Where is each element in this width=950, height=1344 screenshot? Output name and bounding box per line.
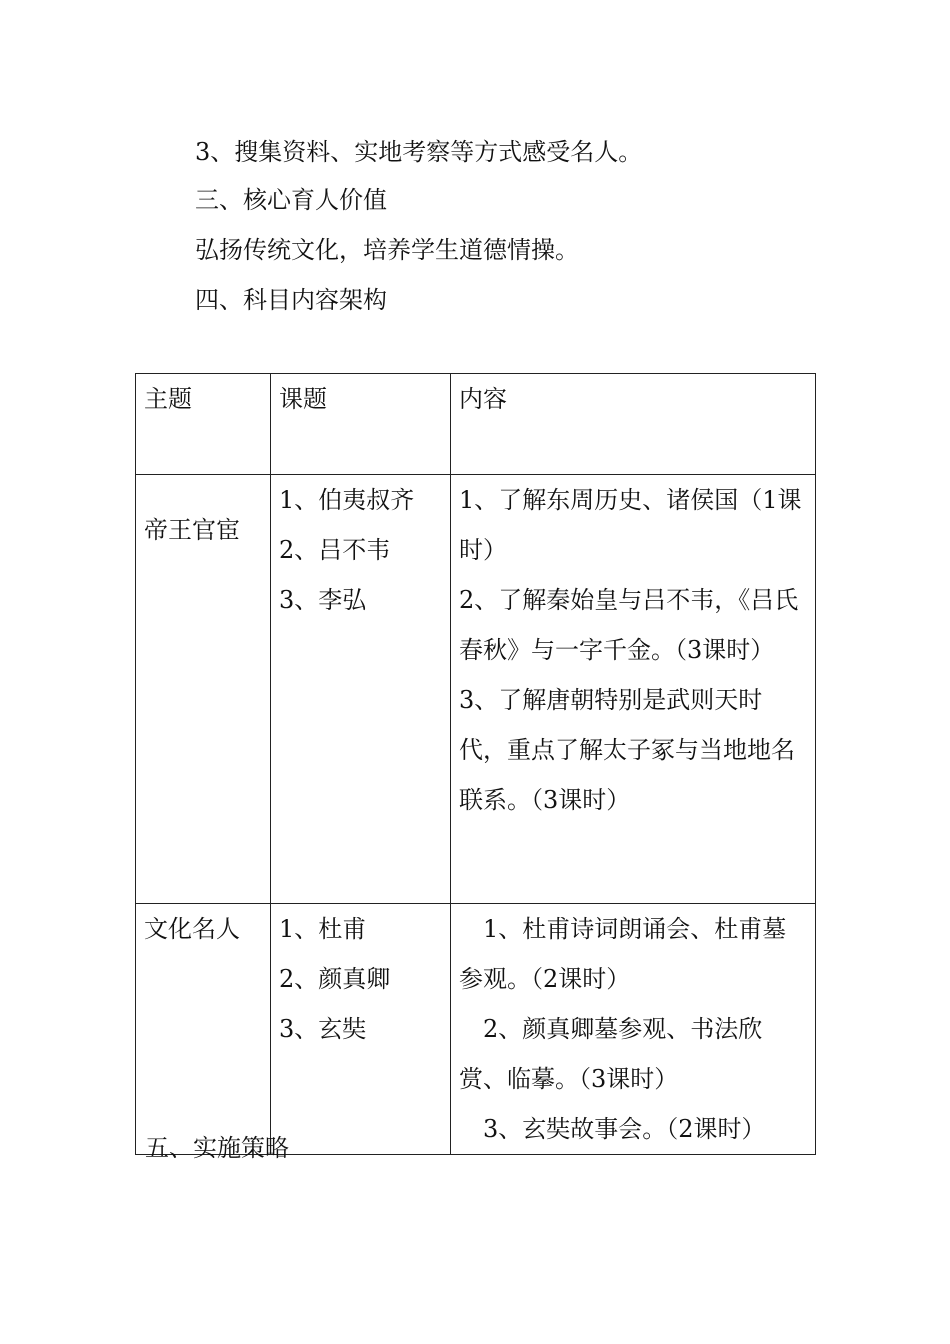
content-cell	[451, 475, 816, 904]
topic-cell	[271, 475, 451, 904]
content-item: 3、了解唐朝特别是武则天时代，重点了解太子冢与当地地名联系。（3课时）	[459, 686, 795, 814]
paragraph-method: 3、搜集资料、实地考察等方式感受名人。	[195, 138, 643, 166]
header-topic: 课题	[271, 374, 451, 475]
heading-core-value: 三、核心育人价值	[195, 186, 387, 214]
content-item: 2、颜真卿墓参观、书法欣赏、临摹。（3课时）	[459, 1015, 763, 1093]
table-row	[136, 904, 816, 1155]
heading-implementation-strategy: 五、实施策略	[145, 1134, 289, 1162]
header-theme: 主题	[136, 374, 271, 475]
content-framework-table	[135, 373, 816, 1155]
topic-item: 3、李弘	[279, 586, 367, 614]
content-cell	[451, 904, 816, 1155]
theme-cell: 文化名人	[136, 904, 271, 1155]
content-item: 2、了解秦始皇与吕不韦，《吕氏春秋》与一字千金。（3课时）	[459, 586, 799, 664]
topic-item: 3、玄奘	[279, 1015, 367, 1043]
content-item: 1、了解东周历史、诸侯国（1课时）	[459, 486, 802, 564]
topic-item: 2、颜真卿	[279, 965, 391, 993]
topic-item: 1、杜甫	[279, 915, 367, 943]
content-item: 1、杜甫诗词朗诵会、杜甫墓参观。（2课时）	[459, 915, 787, 993]
header-content: 内容	[451, 374, 816, 475]
topic-item: 2、吕不韦	[279, 536, 391, 564]
table-row	[136, 475, 816, 904]
topic-item: 1、伯夷叔齐	[279, 486, 415, 514]
heading-content-framework: 四、科目内容架构	[195, 286, 387, 314]
paragraph-core-value: 弘扬传统文化，培养学生道德情操。	[195, 236, 579, 264]
theme-cell: 帝王官宦	[136, 475, 271, 904]
topic-cell	[271, 904, 451, 1155]
table-header-row	[136, 374, 816, 475]
content-item: 3、玄奘故事会。（2课时）	[483, 1115, 766, 1143]
